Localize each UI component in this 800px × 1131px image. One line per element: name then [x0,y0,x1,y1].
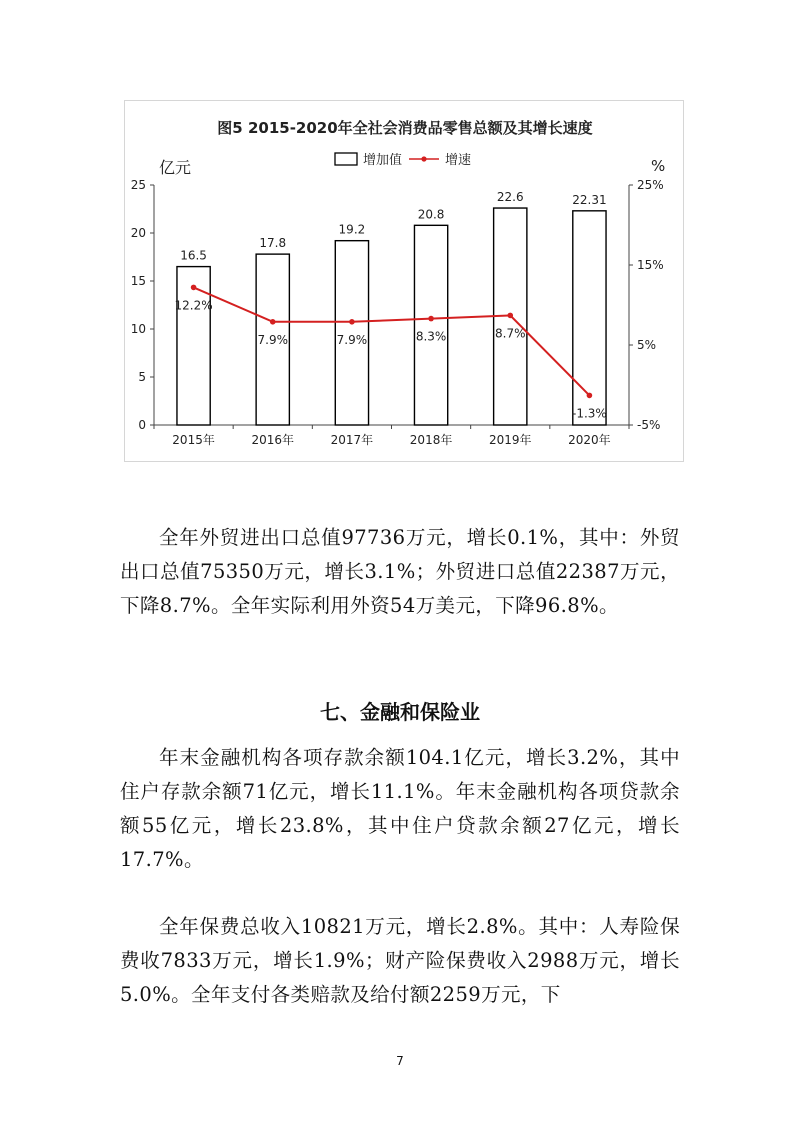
bar-value-label: 20.8 [417,207,445,222]
bar-value-label: 17.8 [259,236,287,251]
growth-value-label: 8.3% [415,329,447,344]
chart-title: 图5 2015-2020年全社会消费品零售总额及其增长速度 [217,119,593,137]
growth-line [194,287,590,395]
growth-value-label: 7.9% [336,332,368,347]
bar-value-label: 22.6 [496,190,524,205]
x-tick-label: 2019年 [488,433,532,447]
legend-bar-swatch [335,153,357,165]
growth-value-label: 7.9% [257,332,288,347]
x-tick-label: 2015年 [172,433,215,447]
bar [414,225,447,425]
bar-value-label: 16.5 [180,248,207,263]
y-tick-left-label: 5 [138,370,146,384]
growth-value-label: 8.7% [495,326,526,341]
bar [177,267,210,425]
legend-line-label: 增速 [445,153,472,168]
x-tick-label: 2018年 [409,433,453,447]
bar-line-chart [125,101,685,463]
growth-value-label: 12.2% [174,298,213,313]
growth-point [587,393,593,399]
legend-bar-label: 增加值 [363,153,403,168]
growth-point [191,285,197,291]
y-tick-left-label: 25 [130,178,146,192]
y-tick-right-label: -5% [637,418,661,432]
growth-point [270,319,276,325]
bar-value-label: 19.2 [338,222,366,237]
y-tick-left-label: 20 [130,226,146,240]
legend-line-marker [421,156,426,161]
paragraph-trade: 全年外贸进出口总值97736万元，增长0.1%，其中：外贸出口总值75350万元，增长3.1%；外贸进口总值22387万元，下降8.7%。全年实际利用外资54万美元，下降96.8%。 [120,526,680,617]
x-tick-label: 2017年 [330,433,374,447]
y-tick-left-label: 15 [130,274,146,288]
y-tick-right-label: 15% [637,258,664,272]
section-heading: 七、金融和保险业 [320,700,480,724]
page-number: 7 [396,1054,404,1068]
growth-point [507,313,513,319]
plot-area [131,178,664,447]
chart-container [124,100,684,462]
y-axis-left-title: 亿元 [159,158,192,177]
bar-value-label: 22.31 [572,192,607,207]
y-tick-right-label: 25% [637,178,664,192]
chart-legend [335,152,471,168]
y-tick-left-label: 10 [130,322,146,336]
paragraph-insurance: 全年保费总收入10821万元，增长2.8%。其中：人寿险保费收7833万元，增长1.9%；财产险保费收入2988万元，增长5.0%。全年支付各类赔款及给付额2259万元，下 [120,915,680,1006]
growth-value-label: -1.3% [572,406,607,421]
growth-point [428,316,434,322]
y-axis-right-title: % [651,157,666,175]
paragraph-finance: 年末金融机构各项存款余额104.1亿元，增长3.2%，其中住户存款余额71亿元，增长11.1%。年末金融机构各项贷款余额55亿元，增长23.8%，其中住户贷款余额27亿元，增长17.7%。 [120,746,680,871]
x-tick-label: 2016年 [251,433,295,447]
growth-point [349,319,355,325]
x-tick-label: 2020年 [568,433,611,447]
y-tick-left-label: 0 [138,418,146,432]
y-tick-right-label: 5% [637,338,657,352]
